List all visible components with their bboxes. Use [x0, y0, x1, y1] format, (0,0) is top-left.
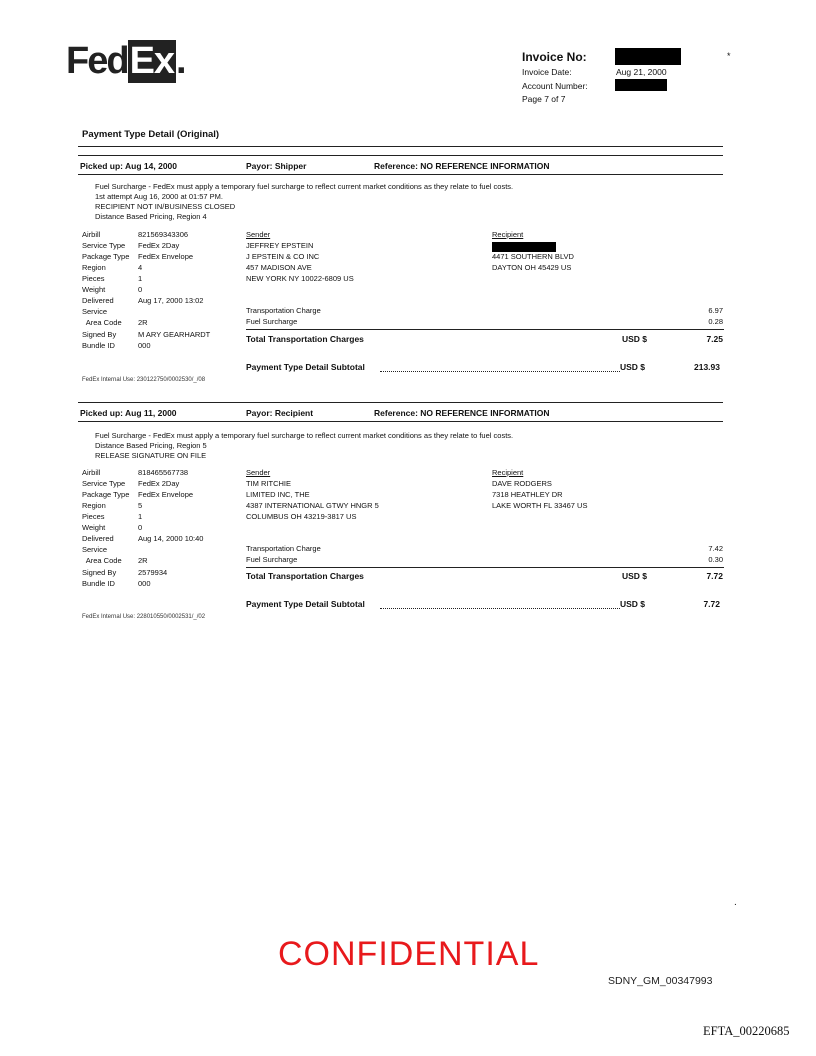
- transportation-charge-value: 7.42: [708, 544, 723, 553]
- field-value: 818465567738: [138, 468, 189, 477]
- subtotal-value: 213.93: [694, 362, 720, 372]
- field-value: FedEx 2Day: [138, 479, 180, 488]
- total-currency: USD $: [622, 571, 648, 581]
- field-label: Delivered: [82, 296, 114, 305]
- field-label: Area Code: [82, 556, 122, 565]
- field-label: Region: [82, 501, 106, 510]
- logo-ex-text: Ex: [129, 40, 175, 82]
- shipment-rule-top: [78, 155, 723, 156]
- field-value: M ARY GEARHARDT: [138, 330, 211, 339]
- invoice-date-label: Invoice Date:: [522, 67, 572, 77]
- field-value: 2579934: [138, 568, 168, 577]
- redacted-invoice-number: [615, 48, 681, 65]
- shipment-rule-header: [78, 174, 723, 175]
- field-value: 2R: [138, 556, 148, 565]
- transportation-charge-label: Transportation Charge: [246, 306, 321, 315]
- field-value: Aug 17, 2000 13:02: [138, 296, 204, 305]
- total-label: Total Transportation Charges: [246, 571, 364, 581]
- recipient-heading: Recipient: [492, 230, 524, 239]
- field-label: Service: [82, 307, 108, 316]
- field-value: 0: [138, 523, 143, 532]
- sender-line: COLUMBUS OH 43219-3817 US: [246, 512, 357, 521]
- field-label: Area Code: [82, 318, 122, 327]
- field-label: Weight: [82, 285, 106, 294]
- sender-line: 4387 INTERNATIONAL GTWY HNGR 5: [246, 501, 379, 510]
- logo-fed-text: Fed: [66, 40, 128, 82]
- field-value: 1: [138, 274, 143, 283]
- internal-use: FedEx Internal Use: 230122750/0002530/_/08: [82, 377, 206, 383]
- field-label: Pieces: [82, 512, 105, 521]
- field-label: Weight: [82, 523, 106, 532]
- field-value: 0: [138, 285, 143, 294]
- fuel-surcharge-value: 0.30: [708, 555, 723, 564]
- reference: Reference: NO REFERENCE INFORMATION: [374, 408, 550, 418]
- fuel-surcharge-value: 0.28: [708, 317, 723, 326]
- invoice-no-label: Invoice No:: [522, 50, 587, 64]
- bates-number: SDNY_GM_00347993: [608, 975, 713, 987]
- note-line: Fuel Surcharge - FedEx must apply a temporary fuel surcharge to reflect current market conditions as they relate to fuel costs.: [95, 431, 514, 440]
- sender-line: TIM RITCHIE: [246, 479, 291, 488]
- redacted-account-number: [615, 79, 667, 91]
- note-line: Distance Based Pricing, Region 4: [95, 212, 207, 221]
- field-label: Region: [82, 263, 106, 272]
- payor: Payor: Shipper: [246, 161, 307, 171]
- field-value: 000: [138, 579, 151, 588]
- invoice-date-value: Aug 21, 2000: [616, 67, 667, 77]
- sender-line: 457 MADISON AVE: [246, 263, 312, 272]
- field-value: FedEx 2Day: [138, 241, 180, 250]
- field-label: Airbill: [82, 468, 101, 477]
- fuel-surcharge-label: Fuel Surcharge: [246, 555, 298, 564]
- field-value: 5: [138, 501, 143, 510]
- field-label: Service Type: [82, 241, 126, 250]
- fuel-surcharge-label: Fuel Surcharge: [246, 317, 298, 326]
- section-divider-top: [78, 146, 723, 147]
- total-value: 7.25: [706, 334, 723, 344]
- field-label: Delivered: [82, 534, 114, 543]
- sender-line: JEFFREY EPSTEIN: [246, 241, 314, 250]
- field-value: FedEx Envelope: [138, 252, 194, 261]
- recipient-line: DAVE RODGERS: [492, 479, 552, 488]
- transportation-charge-label: Transportation Charge: [246, 544, 321, 553]
- shipment-rule-header: [78, 421, 723, 422]
- reference: Reference: NO REFERENCE INFORMATION: [374, 161, 550, 171]
- stray-mark: .: [734, 897, 737, 908]
- subtotal-currency: USD $: [620, 362, 646, 372]
- sender-heading: Sender: [246, 230, 271, 239]
- recipient-line: 7318 HEATHLEY DR: [492, 490, 563, 499]
- recipient-line: DAYTON OH 45429 US: [492, 263, 572, 272]
- section-title: Payment Type Detail (Original): [82, 129, 220, 140]
- field-value: 1: [138, 512, 143, 521]
- shipment-rule-top: [78, 402, 723, 403]
- field-label: Service Type: [82, 479, 126, 488]
- account-number-label: Account Number:: [522, 81, 588, 91]
- subtotal-leader: [380, 363, 620, 372]
- subtotal-label: Payment Type Detail Subtotal: [246, 599, 365, 609]
- charge-rule: [246, 329, 724, 330]
- picked-up-date: Picked up: Aug 14, 2000: [80, 161, 177, 171]
- efta-number: EFTA_00220685: [703, 1024, 790, 1038]
- charge-rule: [246, 567, 724, 568]
- logo-dot: .: [176, 40, 185, 82]
- subtotal-value: 7.72: [703, 599, 720, 609]
- total-label: Total Transportation Charges: [246, 334, 364, 344]
- sender-line: NEW YORK NY 10022-6809 US: [246, 274, 354, 283]
- total-value: 7.72: [706, 571, 723, 581]
- sender-line: J EPSTEIN & CO INC: [246, 252, 320, 261]
- field-label: Bundle ID: [82, 579, 115, 588]
- field-label: Airbill: [82, 230, 101, 239]
- field-label: Signed By: [82, 330, 117, 339]
- field-value: Aug 14, 2000 10:40: [138, 534, 204, 543]
- field-label: Package Type: [82, 252, 130, 261]
- confidential-stamp: CONFIDENTIAL: [278, 935, 540, 973]
- sender-line: LIMITED INC, THE: [246, 490, 310, 499]
- note-line: 1st attempt Aug 16, 2000 at 01:57 PM.: [95, 192, 224, 201]
- field-label: Service: [82, 545, 108, 554]
- total-currency: USD $: [622, 334, 648, 344]
- subtotal-leader: [380, 600, 620, 609]
- recipient-line: LAKE WORTH FL 33467 US: [492, 501, 588, 510]
- fedex-logo: [66, 40, 185, 83]
- picked-up-date: Picked up: Aug 11, 2000: [80, 408, 177, 418]
- payor: Payor: Recipient: [246, 408, 314, 418]
- subtotal-label: Payment Type Detail Subtotal: [246, 362, 365, 372]
- field-value: 4: [138, 263, 143, 272]
- note-line: RELEASE SIGNATURE ON FILE: [95, 451, 207, 460]
- field-value: FedEx Envelope: [138, 490, 194, 499]
- field-label: Bundle ID: [82, 341, 115, 350]
- redacted-recipient-name: [492, 242, 556, 252]
- note-line: Fuel Surcharge - FedEx must apply a temporary fuel surcharge to reflect current market conditions as they relate to fuel costs.: [95, 182, 514, 191]
- recipient-line: 4471 SOUTHERN BLVD: [492, 252, 574, 261]
- recipient-heading: Recipient: [492, 468, 524, 477]
- page-label: Page 7 of 7: [522, 94, 566, 104]
- field-label: Pieces: [82, 274, 105, 283]
- field-value: 2R: [138, 318, 148, 327]
- field-label: Signed By: [82, 568, 117, 577]
- note-line: RECIPIENT NOT IN/BUSINESS CLOSED: [95, 202, 236, 211]
- subtotal-currency: USD $: [620, 599, 646, 609]
- sender-heading: Sender: [246, 468, 271, 477]
- field-value: 000: [138, 341, 151, 350]
- internal-use: FedEx Internal Use: 228010550/0002531/_/02: [82, 614, 206, 620]
- note-line: Distance Based Pricing, Region 5: [95, 441, 207, 450]
- field-value: 821569343306: [138, 230, 189, 239]
- corner-mark: *: [727, 51, 731, 61]
- field-label: Package Type: [82, 490, 130, 499]
- transportation-charge-value: 6.97: [708, 306, 723, 315]
